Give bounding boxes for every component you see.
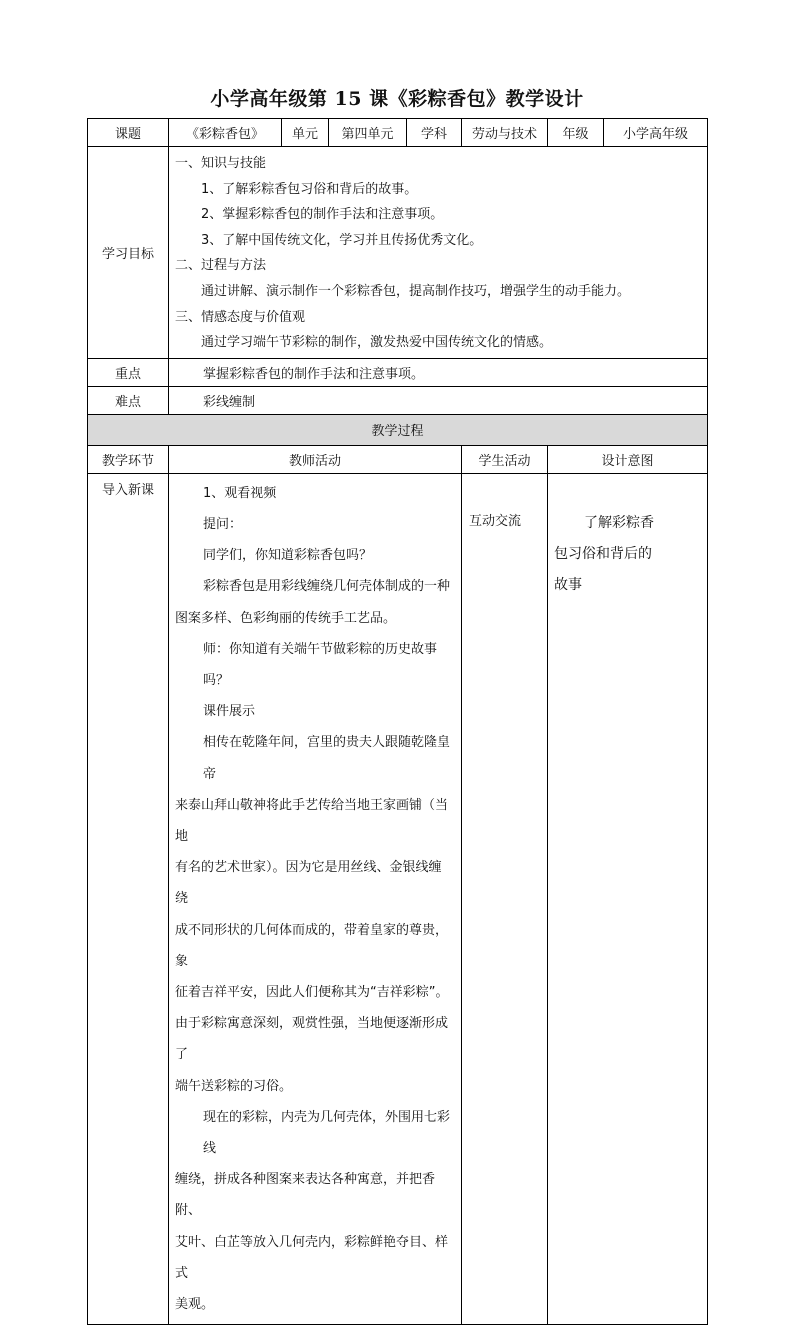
teacher-line: 相传在乾隆年间，宫里的贵夫人跟随乾隆皇帝: [203, 735, 451, 782]
goal-item-1: 1、了解彩粽香包习俗和背后的故事。: [201, 181, 418, 197]
goals-label: 学习目标: [88, 147, 169, 359]
teacher-line: 现在的彩粽，内壳为几何壳体，外围用七彩线: [203, 1109, 451, 1157]
page-title: 小学高年级第 15 课《彩粽香包》教学设计: [210, 88, 584, 110]
teacher-line: 由于彩粽寓意深刻，观赏性强，当地便逐渐形成了: [175, 1016, 449, 1063]
goals-content: [169, 147, 708, 359]
key-point-label: 重点: [88, 358, 169, 386]
col-stage: 教学环节: [88, 445, 169, 473]
teacher-line: 提问：: [203, 516, 243, 532]
intro-student-activity: 互动交流: [462, 473, 548, 1324]
goal-section-process: 二、过程与方法: [175, 258, 267, 274]
goal-item-5: 通过学习端午节彩粽的制作，激发热爱中国传统文化的情感。: [201, 335, 553, 351]
key-point-value: 掌握彩粽香包的制作手法和注意事项。: [169, 358, 708, 386]
goals-row: [88, 147, 708, 359]
teacher-line: 征着吉祥平安，因此人们便称其为“吉祥彩粽”。: [175, 985, 449, 1000]
col-intent: 设计意图: [548, 445, 708, 473]
teacher-line: 1、观看视频: [203, 485, 277, 501]
intro-stage: 导入新课: [88, 473, 169, 1324]
difficulty-row: [88, 386, 708, 414]
subject-label: 学科: [407, 119, 462, 147]
unit-label: 单元: [282, 119, 329, 147]
intent-line: 故事: [554, 577, 582, 594]
info-row: [88, 119, 708, 147]
teacher-line: 美观。: [175, 1297, 215, 1313]
intent-line: 了解彩粽香: [584, 514, 654, 531]
teacher-line: 成不同形状的几何体而成的，带着皇家的尊贵，象: [175, 922, 449, 969]
goal-item-2: 2、掌握彩粽香包的制作手法和注意事项。: [201, 207, 444, 223]
teacher-line: 来泰山拜山敬神将此手艺传给当地王家画铺（当地: [175, 797, 449, 844]
lesson-plan-table: [87, 118, 708, 1325]
teacher-line: 彩粽香包是用彩线缠绕几何壳体制成的一种: [203, 579, 451, 595]
teacher-line: 有名的艺术世家）。因为它是用丝线、金银线缠绕: [175, 860, 442, 907]
intro-design-intent: [548, 473, 708, 1324]
key-point-row: [88, 358, 708, 386]
topic-label: 课题: [88, 119, 169, 147]
process-header: 教学过程: [88, 414, 708, 445]
grade-label: 年级: [548, 119, 604, 147]
col-student: 学生活动: [462, 445, 548, 473]
intent-line: 包习俗和背后的: [554, 545, 652, 562]
difficulty-value: 彩线缠制: [169, 386, 708, 414]
goal-section-attitude: 三、情感态度与价值观: [175, 309, 306, 325]
goal-item-4: 通过讲解、演示制作一个彩粽香包，提高制作技巧，增强学生的动手能力。: [201, 283, 631, 299]
topic-value: 《彩粽香包》: [169, 119, 282, 147]
intro-row: [88, 473, 708, 1324]
col-teacher: 教师活动: [169, 445, 462, 473]
goal-section-knowledge: 一、知识与技能: [175, 156, 267, 171]
grade-value: 小学高年级: [604, 119, 708, 147]
teacher-line: 艾叶、白芷等放入几何壳内，彩粽鲜艳夺目、样式: [175, 1234, 449, 1281]
column-header-row: [88, 445, 708, 473]
teacher-line: 同学们，你知道彩粽香包吗？: [203, 548, 373, 564]
teacher-line: 图案多样、色彩绚丽的传统手工艺品。: [175, 610, 397, 626]
subject-value: 劳动与技术: [462, 119, 548, 147]
difficulty-label: 难点: [88, 386, 169, 414]
intro-teacher-activity: [169, 473, 462, 1324]
teacher-line: 师：你知道有关端午节做彩粽的历史故事吗？: [203, 641, 438, 688]
goal-item-3: 3、了解中国传统文化，学习并且传扬优秀文化。: [201, 232, 483, 248]
teacher-line: 端午送彩粽的习俗。: [175, 1078, 293, 1094]
process-header-row: [88, 414, 708, 445]
teacher-line: 课件展示: [203, 704, 256, 720]
unit-value: 第四单元: [329, 119, 407, 147]
teacher-line: 缠绕，拼成各种图案来表达各种寓意，并把香附、: [175, 1172, 436, 1219]
